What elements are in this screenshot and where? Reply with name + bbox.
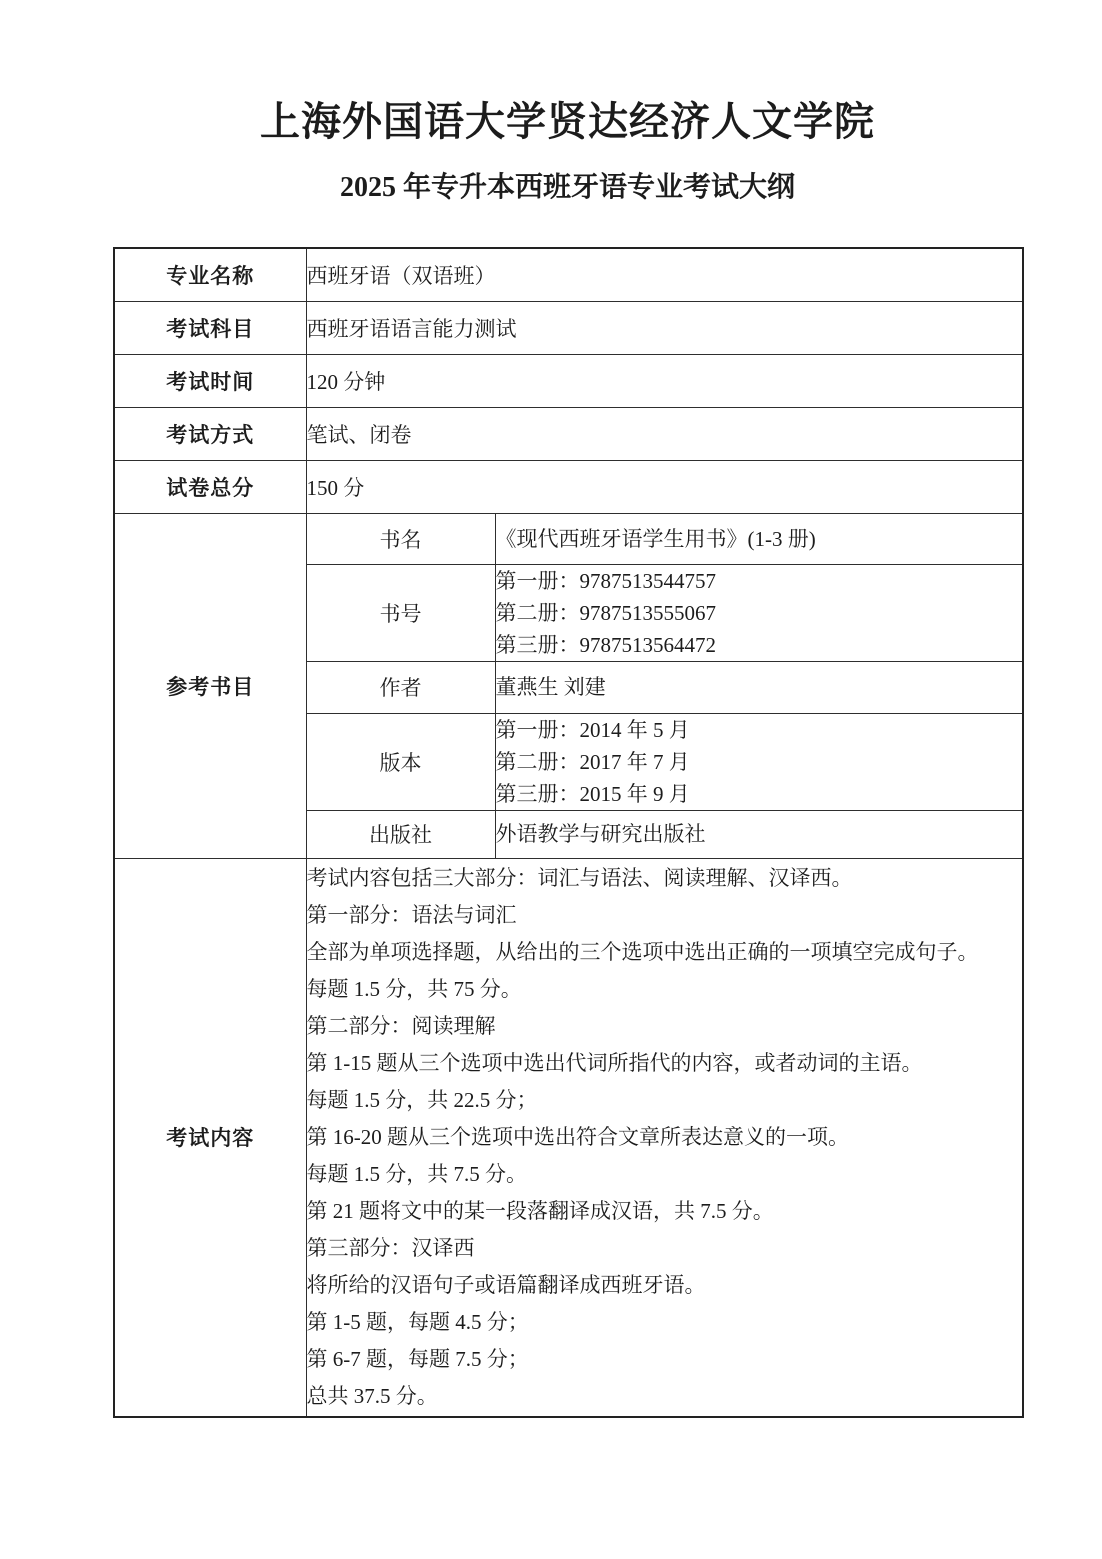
exam-content-line: 第三部分：汉译西 <box>306 1235 475 1260</box>
field-value-total-score: 150 分 <box>306 460 1023 513</box>
book-attr-value-author <box>495 661 1023 713</box>
table-row-exam-content <box>114 858 1023 1417</box>
document-content <box>113 0 1022 1418</box>
field-value-format: 笔试、闭卷 <box>306 407 1023 460</box>
exam-content-cell <box>306 858 1023 1417</box>
book-attr-label-publisher: 出版社 <box>306 810 495 858</box>
document-subtitle: 2025 年专升本西班牙语专业考试大纲 <box>339 172 795 203</box>
exam-content-line: 每题 1.5 分，共 75 分。 <box>306 976 522 1001</box>
table-row-subject <box>114 301 1023 354</box>
table-row-format <box>114 407 1023 460</box>
field-label-total-score: 试卷总分 <box>114 460 306 513</box>
field-value-subject: 西班牙语语言能力测试 <box>306 301 1023 354</box>
book-line: 第三册：2015 年 9 月 <box>495 781 690 806</box>
book-attr-value-isbn <box>495 564 1023 661</box>
book-line: 外语教学与研究出版社 <box>495 822 706 846</box>
exam-content-line: 第二部分：阅读理解 <box>306 1013 496 1038</box>
book-line: 董燕生 刘建 <box>495 675 606 699</box>
book-attr-label-author: 作者 <box>306 661 495 713</box>
book-line: 第一册：2014 年 5 月 <box>495 717 690 742</box>
reference-books-label: 参考书目 <box>114 513 306 858</box>
exam-content-line: 每题 1.5 分，共 7.5 分。 <box>306 1161 527 1186</box>
exam-content-line: 将所给的汉语句子或语篇翻译成西班牙语。 <box>306 1272 706 1297</box>
exam-content-line: 全部为单项选择题，从给出的三个选项中选出正确的一项填空完成句子。 <box>306 939 979 964</box>
exam-content-label: 考试内容 <box>114 858 306 1417</box>
book-line: 第一册：9787513544757 <box>495 568 716 593</box>
field-value-major: 西班牙语（双语班） <box>306 248 1023 301</box>
exam-info-table <box>113 247 1024 1418</box>
book-line: 《现代西班牙语学生用书》(1-3 册) <box>495 526 816 551</box>
exam-content-line: 每题 1.5 分，共 22.5 分； <box>306 1087 538 1112</box>
exam-content-line: 考试内容包括三大部分：词汇与语法、阅读理解、汉译西。 <box>306 865 853 890</box>
book-attr-value-edition <box>495 713 1023 810</box>
table-row-duration <box>114 354 1023 407</box>
table-row-total-score <box>114 460 1023 513</box>
exam-content-line: 第 21 题将文中的某一段落翻译成汉语，共 7.5 分。 <box>306 1198 774 1223</box>
field-value-duration: 120 分钟 <box>306 354 1023 407</box>
book-attr-label-edition: 版本 <box>306 713 495 810</box>
table-row-major-name <box>114 248 1023 301</box>
table-row-book-title <box>114 513 1023 564</box>
book-attr-label-isbn: 书号 <box>306 564 495 661</box>
field-label-duration: 考试时间 <box>114 354 306 407</box>
exam-content-line: 第 1-5 题，每题 4.5 分； <box>306 1309 529 1334</box>
exam-content-line: 总共 37.5 分。 <box>306 1383 438 1408</box>
book-line: 第二册：9787513555067 <box>495 600 716 625</box>
field-label-format: 考试方式 <box>114 407 306 460</box>
exam-content-line: 第 1-15 题从三个选项中选出代词所指代的内容，或者动词的主语。 <box>306 1050 923 1075</box>
exam-content-line: 第 6-7 题，每题 7.5 分； <box>306 1346 529 1371</box>
book-attr-value-title <box>495 513 1023 564</box>
field-label-subject: 考试科目 <box>114 301 306 354</box>
exam-content-line: 第 16-20 题从三个选项中选出符合文章所表达意义的一项。 <box>306 1124 849 1149</box>
book-attr-label-title: 书名 <box>306 513 495 564</box>
exam-content-line: 第一部分：语法与词汇 <box>306 902 517 927</box>
document-title: 上海外国语大学贤达经济人文学院 <box>260 99 875 144</box>
book-line: 第二册：2017 年 7 月 <box>495 749 690 774</box>
field-label-major: 专业名称 <box>114 248 306 301</box>
book-line: 第三册：9787513564472 <box>495 632 716 657</box>
book-attr-value-publisher <box>495 810 1023 858</box>
